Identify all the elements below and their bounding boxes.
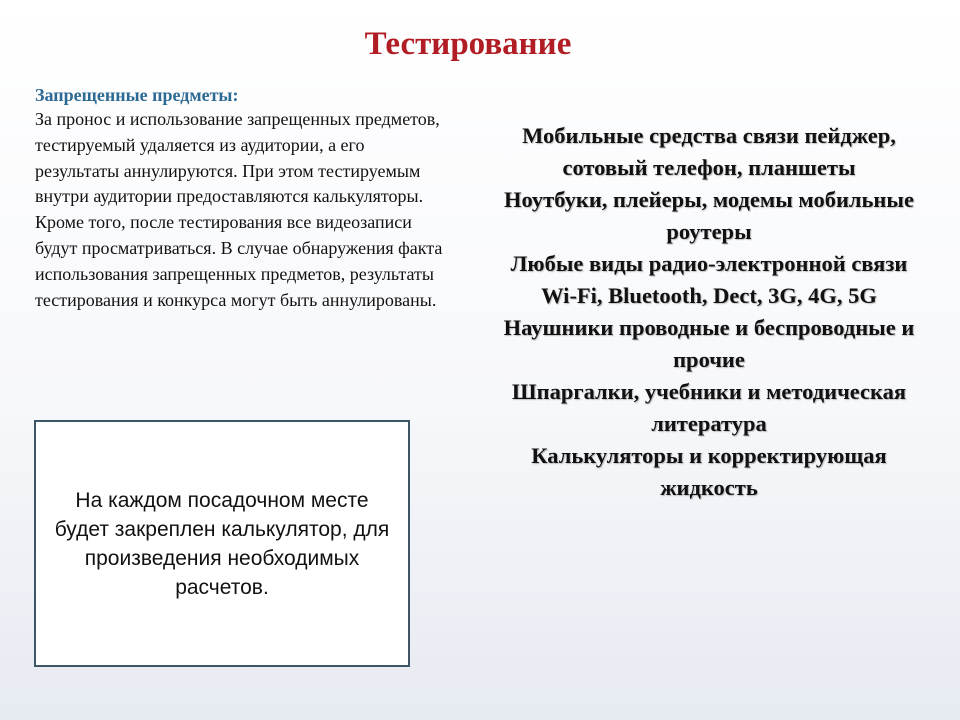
calculator-note-box — [34, 420, 410, 667]
slide-title: Тестирование — [364, 26, 572, 62]
list-item: Шпаргалки, учебники и методическая литература — [511, 379, 907, 436]
list-item: Мобильные средства связи пейджер, сотовый телефон, планшеты — [522, 123, 896, 180]
list-item: Wi-Fi, Bluetooth, Dect, 3G, 4G, 5G — [541, 283, 877, 308]
list-item: Калькуляторы и корректирующая жидкость — [531, 443, 887, 500]
prohibited-items-heading: Запрещенные предметы: — [35, 85, 239, 105]
list-item: Наушники проводные и беспроводные и прочие — [503, 315, 915, 372]
list-item: Ноутбуки, плейеры, модемы мобильные роутеры — [504, 187, 914, 244]
prohibited-items-section — [35, 84, 445, 313]
list-item: Любые виды радио-электронной связи — [510, 251, 908, 276]
calculator-note-text: На каждом посадочном месте будет закреплен калькулятор, для произведения необходимых расчетов. — [54, 488, 390, 599]
prohibited-items-text: За пронос и использование запрещенных предметов, тестируемый удаляется из аудитории, а его результаты аннулируются. При этом тестируемым внутри аудитории предоставляются калькуляторы. Кроме того, после тестирования все видеозаписи будут просматриваться. В случае обнаружения факта использования запрещенных предметов, результаты тестирования и конкурса могут быть аннулированы. — [35, 109, 443, 310]
prohibited-items-list — [492, 120, 926, 504]
